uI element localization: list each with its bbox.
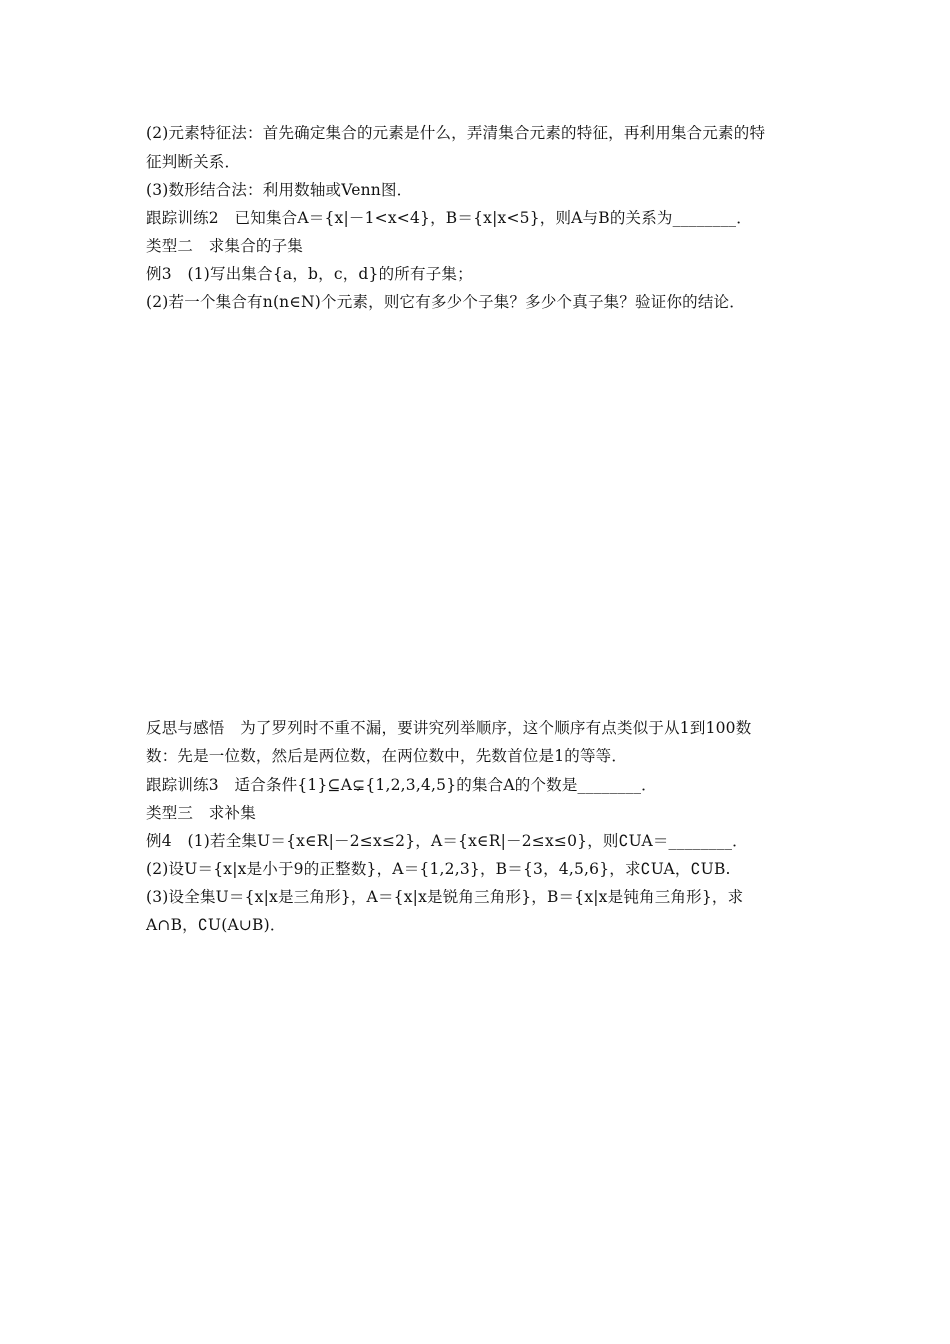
follow-up-exercise-3: 跟踪训练3 适合条件{1}⊆A⊊{1,2,3,4,5}的集合A的个数是________． (146, 776, 657, 794)
reflection-paragraph: 反思与感悟 为了罗列时不重不漏，要讲究列举顺序，这个顺序有点类似于从1到100数 (146, 719, 752, 737)
example-4-part-3-cont: A∩B，∁U(A∪B)． (146, 916, 286, 934)
reflection-paragraph-cont: 数：先是一位数，然后是两位数，在两位数中，先数首位是1的等等． (146, 747, 628, 765)
example-3-part-1: 例3 (1)写出集合{a，b，c，d}的所有子集； (146, 265, 473, 283)
example-4-part-2: (2)设U＝{x|x是小于9的正整数}，A＝{1,2,3}，B＝{3，4,5,6}，求∁UA，∁UB. (146, 860, 731, 878)
example-4-part-3: (3)设全集U＝{x|x是三角形}，A＝{x|x是锐角三角形}，B＝{x|x是钝角三角形}，求 (146, 888, 744, 906)
text-line: 征判断关系． (146, 153, 241, 171)
text-line: (2)元素特征法：首先确定集合的元素是什么，弄清集合元素的特征，再利用集合元素的特 (146, 124, 766, 142)
section-heading: 类型三 求补集 (146, 804, 256, 822)
section-heading: 类型二 求集合的子集 (146, 237, 304, 255)
example-4-part-1: 例4 (1)若全集U＝{x∈R|－2≤x≤2}，A＝{x∈R|－2≤x≤0}，则∁UA＝________． (146, 832, 748, 850)
follow-up-exercise-2: 跟踪训练2 已知集合A＝{x|－1<x<4}，B＝{x|x<5}，则A与B的关系为________． (146, 209, 752, 227)
text-line: (3)数形结合法：利用数轴或Venn图． (146, 181, 413, 199)
example-3-part-2: (2)若一个集合有n(n∈N)个元素，则它有多少个子集？多少个真子集？验证你的结论． (146, 293, 745, 311)
